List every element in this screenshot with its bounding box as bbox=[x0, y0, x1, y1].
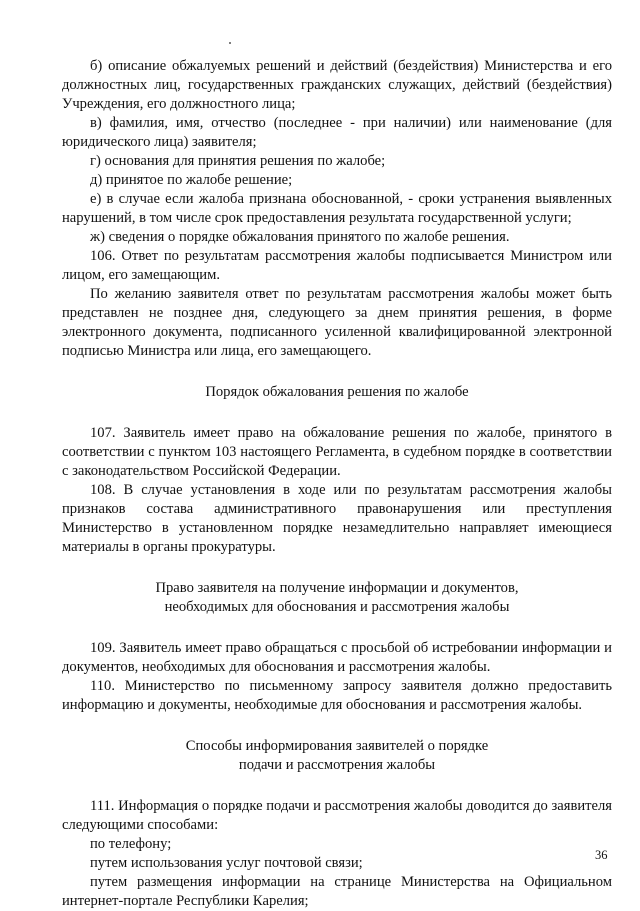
heading-line: необходимых для обоснования и рассмотрения жалобы bbox=[164, 599, 510, 615]
paragraph-108: 108. В случае установления в ходе или по результатам рассмотрения жалобы признаков состава административного правонарушения или преступления Министерство в установленном порядке незамедлительно направляет имеющиеся материалы в органы прокуратуры. bbox=[62, 482, 612, 555]
list-item-phone: по телефону; bbox=[90, 836, 172, 852]
paragraph-item-e: е) в случае если жалоба признана обоснованной, - сроки устранения выявленных нарушений, в том числе срок предоставления результата государственной услуги; bbox=[62, 191, 612, 226]
paragraph-item-g: г) основания для принятия решения по жалобе; bbox=[90, 153, 386, 169]
list-item-portal: путем размещения информации на странице Министерства на Официальном интернет-портале Республики Карелия; bbox=[62, 874, 612, 909]
section-heading-appeal-order bbox=[62, 383, 612, 402]
list-item-post: путем использования услуг почтовой связи; bbox=[90, 855, 363, 871]
paragraph-item-b: б) описание обжалуемых решений и действий (бездействия) Министерства и его должностных лиц, государственных гражданских служащих, действий (бездействия) Учреждения, его должностного лица; bbox=[62, 58, 612, 112]
document-body bbox=[62, 57, 612, 911]
paragraph-110: 110. Министерство по письменному запросу заявителя должно предоставить информацию и документы, необходимые для обоснования и рассмотрения жалобы. bbox=[62, 678, 612, 713]
section-heading-right-to-information bbox=[62, 579, 612, 617]
heading-line: Право заявителя на получение информации и документов, bbox=[155, 580, 519, 596]
paragraph-106-continued: По желанию заявителя ответ по результатам рассмотрения жалобы может быть представлен не позднее дня, следующего за днем принятия решения, в форме электронного документа, подписанного усиленной квалифицированной электронной подписью Министра или лица, его замещающего. bbox=[62, 286, 612, 359]
section-heading-informing-methods bbox=[62, 737, 612, 775]
page-number: 36 bbox=[595, 848, 608, 862]
paragraph-107: 107. Заявитель имеет право на обжалование решения по жалобе, принятого в соответствии с пунктом 103 настоящего Регламента, в судебном порядке в соответствии с законодательством Российской Федерации. bbox=[62, 425, 612, 479]
heading-line: Порядок обжалования решения по жалобе bbox=[205, 384, 469, 400]
heading-line: Способы информирования заявителей о порядке bbox=[185, 738, 489, 754]
heading-line: подачи и рассмотрения жалобы bbox=[238, 757, 436, 773]
paragraph-item-v: в) фамилия, имя, отчество (последнее - при наличии) или наименование (для юридического лица) заявителя; bbox=[62, 115, 612, 150]
paragraph-item-zh: ж) сведения о порядке обжалования принятого по жалобе решения. bbox=[90, 229, 510, 245]
paragraph-item-d: д) принятое по жалобе решение; bbox=[90, 172, 293, 188]
scan-speck bbox=[229, 42, 231, 44]
paragraph-106: 106. Ответ по результатам рассмотрения жалобы подписывается Министром или лицом, его замещающим. bbox=[62, 248, 612, 283]
paragraph-111: 111. Информация о порядке подачи и рассмотрения жалобы доводится до заявителя следующими способами: bbox=[62, 798, 612, 833]
paragraph-109: 109. Заявитель имеет право обращаться с просьбой об истребовании информации и документов, необходимых для обоснования и рассмотрения жалобы. bbox=[62, 640, 612, 675]
